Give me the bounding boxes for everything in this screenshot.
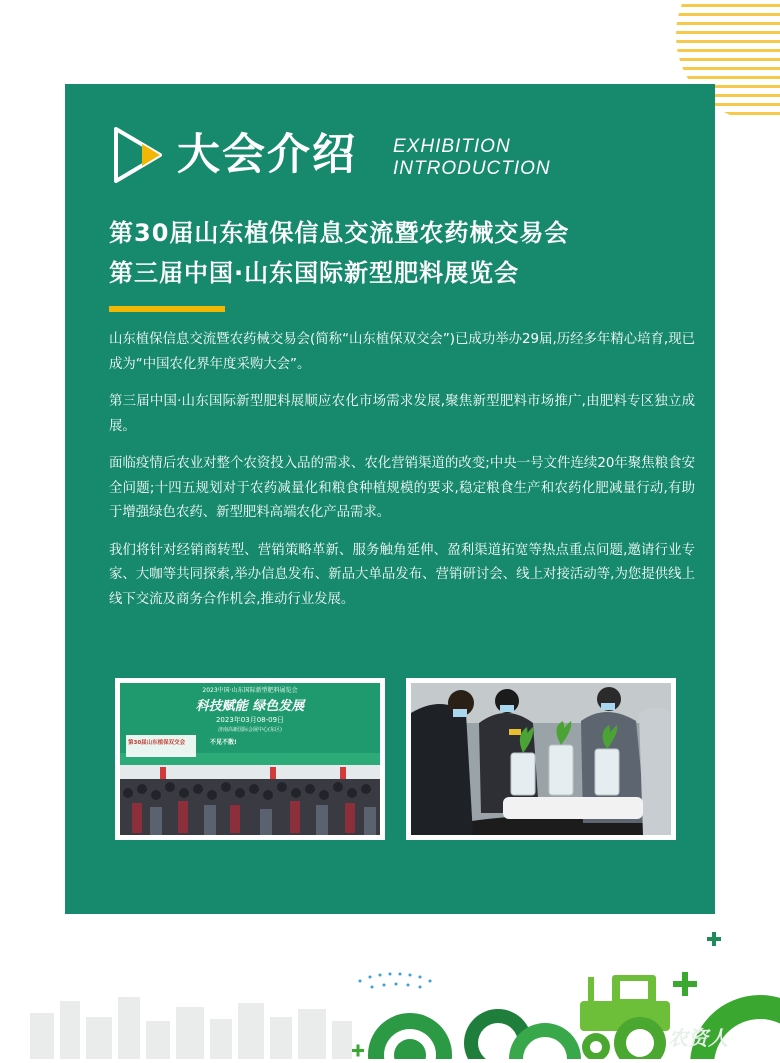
watermark: 农资人 xyxy=(668,1026,728,1050)
banner-date: 2023年03月08-09日 xyxy=(215,716,285,724)
intro-body xyxy=(109,328,695,625)
plus-icon xyxy=(707,932,721,946)
section-title: 大会介绍 xyxy=(177,130,357,180)
gold-divider xyxy=(109,306,225,312)
title-en-line1: EXHIBITION xyxy=(393,136,511,157)
visitors-plant-display-photo xyxy=(406,678,676,840)
paragraph: 面临疫情后农业对整个农资投入品的需求、农化营销渠道的改变;中央一号文件连续20年聚焦粮食安全问题;十四五规划对于农药减量化和粮食种植规模的要求,稳定粮食生产和农药化肥减量行动,有助于增强绿色农药、新型肥料高端农化产品需求。 xyxy=(109,456,695,520)
banner-venue: 济南高新国际会展中心(东区) xyxy=(218,727,282,733)
play-arrow-logo-icon xyxy=(112,126,164,184)
exhibition-entrance-photo xyxy=(115,678,385,840)
banner-slogan: 科技赋能 绿色发展 xyxy=(195,699,305,714)
title-en-line2: INTRODUCTION xyxy=(393,158,551,179)
section-title-english xyxy=(393,136,551,180)
subtitle-second: 第三届中国·山东国际新型肥料展览会 xyxy=(109,259,520,287)
subtitle-first: 第30届山东植保信息交流暨农药械交易会 xyxy=(109,219,570,247)
paragraph: 山东植保信息交流暨农药械交易会(简称“山东植保双交会”)已成功举办29届,历经多年精心培育,现已成为“中国农化界年度采购大会”。 xyxy=(109,332,695,372)
paragraph: 我们将针对经销商转型、营销策略革新、服务触角延伸、盈利渠道拓宽等热点重点问题,邀请行业专家、大咖等共同探索,举办信息发布、新品大单品发布、营销研讨会、线上对接活动等,为您提供线上线下交流及商务合作机会,推动行业发展。 xyxy=(109,542,695,607)
bottom-decoration xyxy=(0,925,780,1059)
plus-icon xyxy=(673,972,697,996)
paragraph: 第三届中国·山东国际新型肥料展顺应农化市场需求发展,聚焦新型肥料市场推广,由肥料专区独立成展。 xyxy=(109,394,695,434)
sign-text: 第30届山东植保双交会 xyxy=(128,740,186,746)
intro-panel xyxy=(65,84,715,914)
banner-line1: 2023中国·山东国际新型肥料展览会 xyxy=(202,687,298,694)
sign-sub: 不见不散! xyxy=(210,739,237,746)
